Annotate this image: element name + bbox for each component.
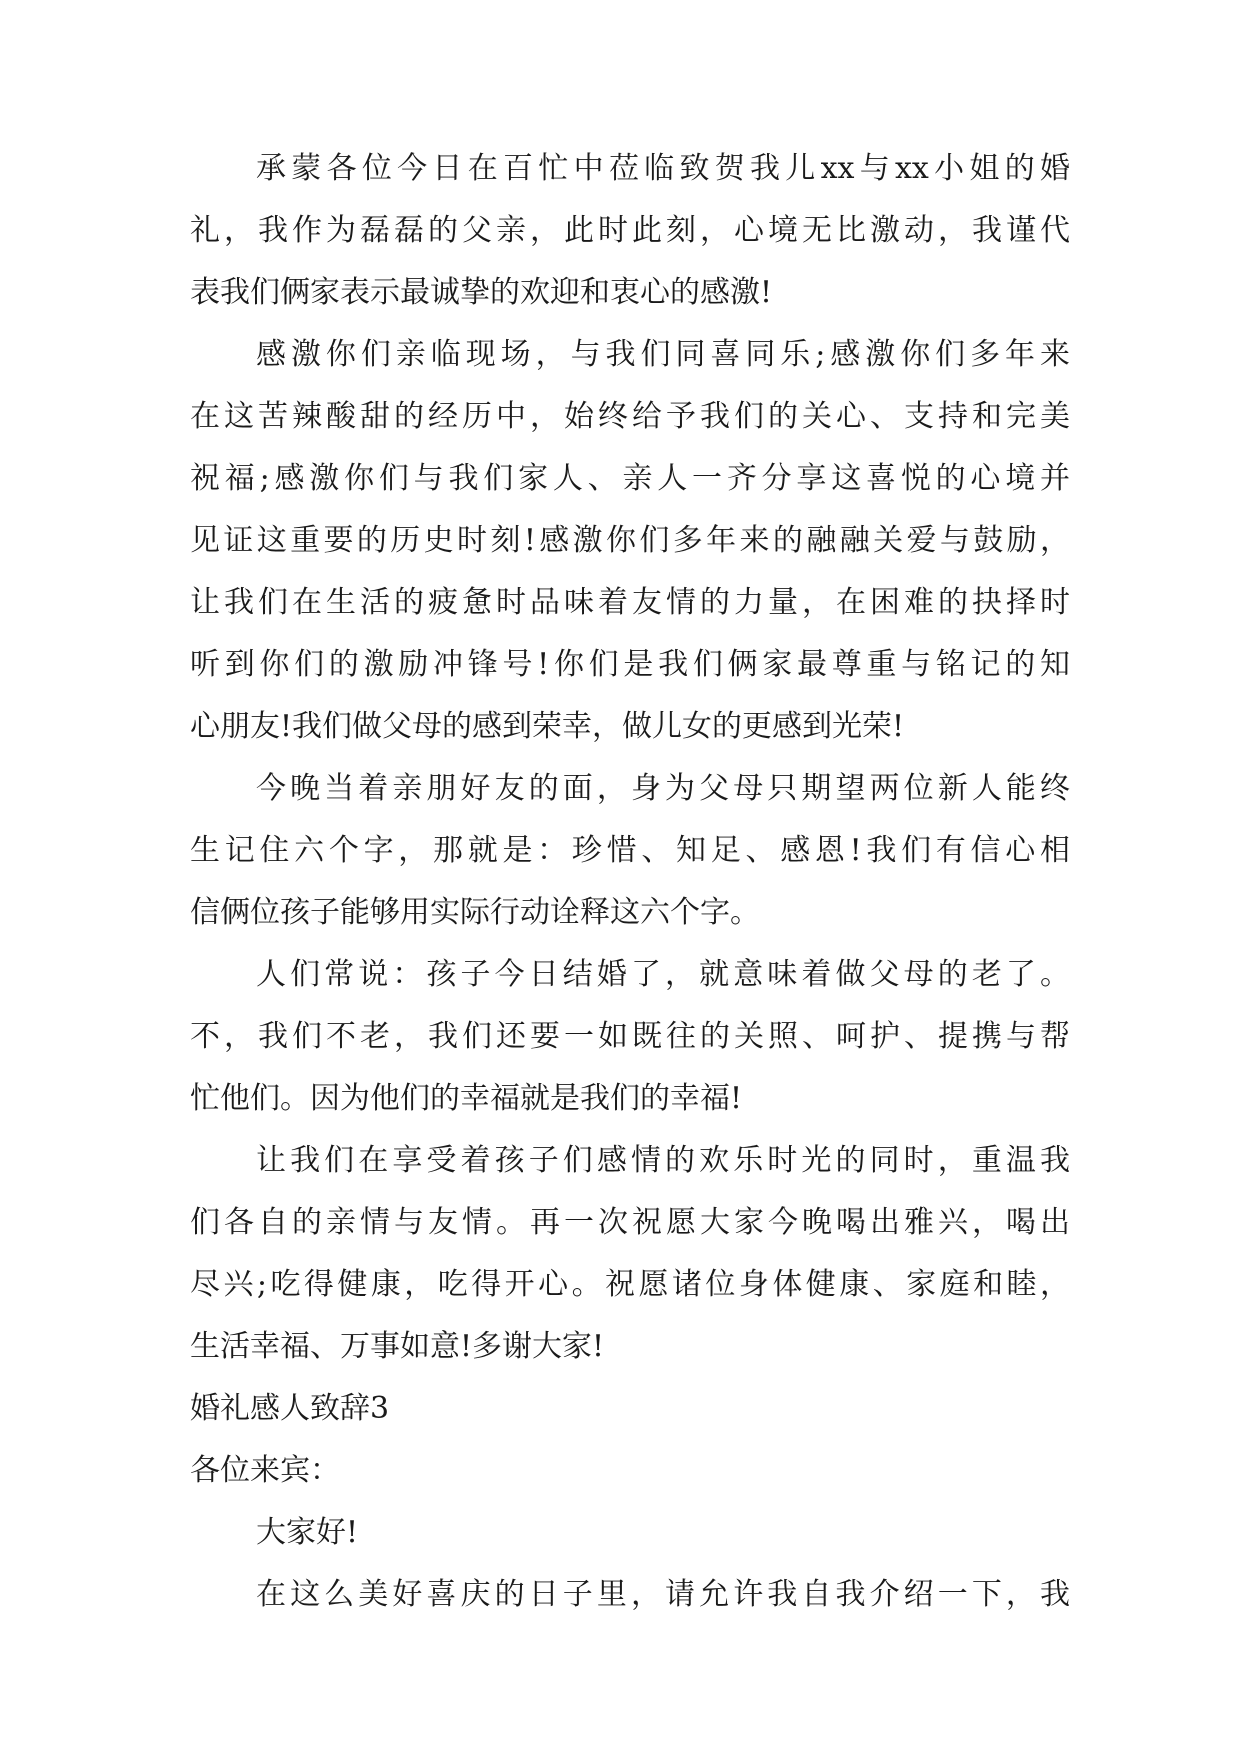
paragraph-3-line-3: 信俩位孩子能够用实际行动诠释这六个字。 [190, 895, 760, 930]
paragraph-5-line-1: 让我们在享受着孩子们感情的欢乐时光的同时，重温我 [256, 1143, 1070, 1178]
paragraph-5-line-4: 生活幸福、万事如意!多谢大家! [190, 1329, 605, 1364]
paragraph-5-line-3: 尽兴;吃得健康，吃得开心。祝愿诸位身体健康、家庭和睦， [190, 1267, 1070, 1302]
paragraph-3-line-1: 今晚当着亲朋好友的面，身为父母只期望两位新人能终 [256, 771, 1070, 806]
section-heading: 婚礼感人致辞3 [190, 1391, 390, 1426]
paragraph-2-line-4: 见证这重要的历史时刻!感激你们多年来的融融关爱与鼓励， [190, 523, 1070, 558]
paragraph-2-line-3: 祝福;感激你们与我们家人、亲人一齐分享这喜悦的心境并 [190, 461, 1070, 496]
paragraph-4-line-3: 忙他们。因为他们的幸福就是我们的幸福! [190, 1081, 743, 1116]
paragraph-2-line-5: 让我们在生活的疲惫时品味着友情的力量，在困难的抉择时 [190, 585, 1070, 620]
salutation: 各位来宾： [190, 1453, 340, 1488]
paragraph-4-line-2: 不，我们不老，我们还要一如既往的关照、呵护、提携与帮 [190, 1019, 1070, 1054]
paragraph-2-line-1: 感激你们亲临现场，与我们同喜同乐;感激你们多年来 [256, 337, 1070, 372]
greeting: 大家好! [256, 1515, 359, 1550]
paragraph-2-line-2: 在这苦辣酸甜的经历中，始终给予我们的关心、支持和完美 [190, 399, 1070, 434]
paragraph-6-line-1: 在这么美好喜庆的日子里，请允许我自我介绍一下，我 [256, 1577, 1070, 1612]
paragraph-2-line-6: 听到你们的激励冲锋号!你们是我们俩家最尊重与铭记的知 [190, 647, 1070, 682]
paragraph-2-line-7: 心朋友!我们做父母的感到荣幸，做儿女的更感到光荣! [190, 709, 905, 744]
paragraph-1-line-2: 礼，我作为磊磊的父亲，此时此刻，心境无比激动，我谨代 [190, 213, 1070, 248]
paragraph-4-line-1: 人们常说：孩子今日结婚了，就意味着做父母的老了。 [256, 957, 1070, 992]
paragraph-5-line-2: 们各自的亲情与友情。再一次祝愿大家今晚喝出雅兴，喝出 [190, 1205, 1070, 1240]
paragraph-1-line-3: 表我们俩家表示最诚挚的欢迎和衷心的感激! [190, 275, 773, 310]
paragraph-3-line-2: 生记住六个字，那就是：珍惜、知足、感恩!我们有信心相 [190, 833, 1070, 868]
paragraph-1-line-1: 承蒙各位今日在百忙中莅临致贺我儿xx与xx小姐的婚 [256, 151, 1070, 186]
